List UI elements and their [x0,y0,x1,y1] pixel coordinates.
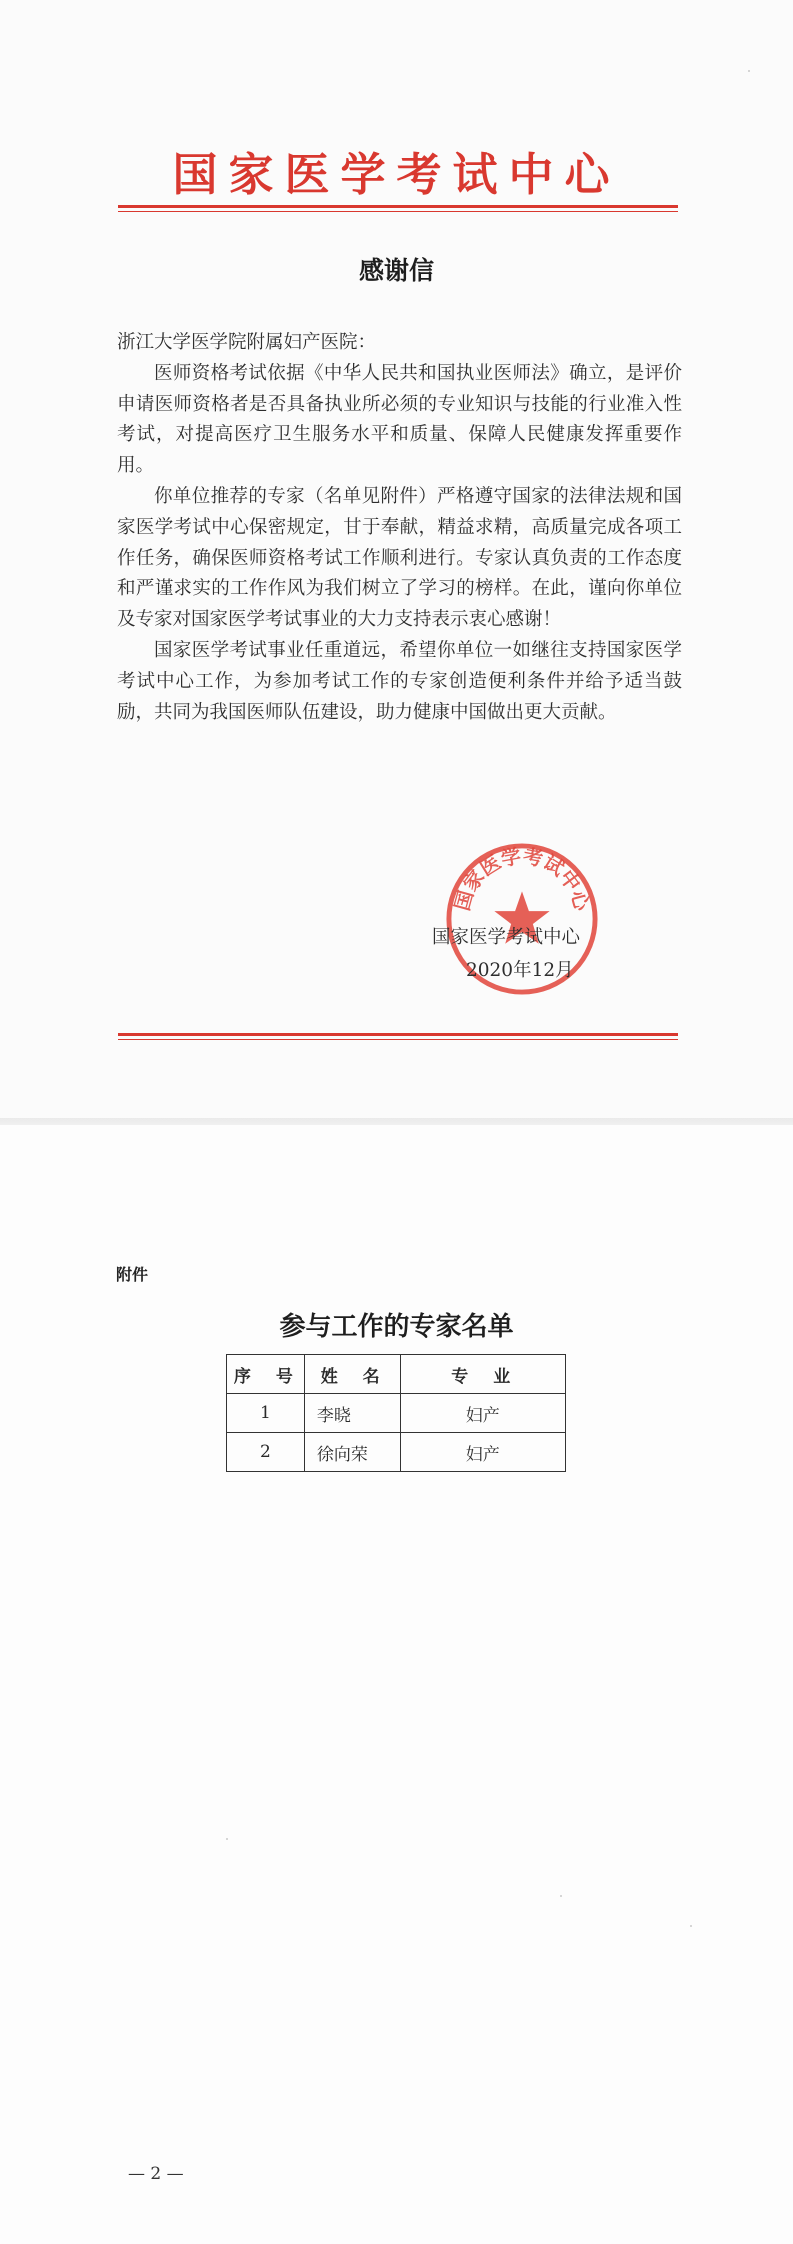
header-specialty: 专 业 [400,1355,565,1394]
cell-name: 徐向荣 [304,1433,400,1472]
letter-title: 感谢信 [358,256,434,285]
letterhead-title: 国家医学考试中心 [172,148,621,201]
signature-org: 国家医学考试中心 [432,927,581,948]
paragraph-3: 国家医学考试事业任重道远，希望你单位一如继往支持国家医学考试中心工作，为参加考试工作的专家创造便利条件并给予适当鼓励，共同为我国医师队伍建设，助力健康中国做出更大贡献。 [117,639,682,723]
header-name: 姓 名 [304,1355,400,1394]
page-number: — 2 — [128,2164,184,2184]
expert-list-title: 参与工作的专家名单 [279,1312,514,1342]
scan-speck [690,1925,692,1927]
scan-speck [748,70,750,72]
letter-body [117,328,682,728]
header-rule-thick [118,205,678,208]
footer-rule-thin [118,1039,678,1040]
header-rule-thin [118,211,678,212]
attachment-page [0,1125,793,2244]
cell-seq: 2 [227,1433,305,1472]
cell-specialty: 妇产 [400,1394,565,1433]
table-row [227,1394,566,1433]
paragraph-2: 你单位推荐的专家（名单见附件）严格遵守国家的法律法规和国家医学考试中心保密规定，甘于奉献，精益求精，高质量完成各项工作任务，确保医师资格考试工作顺利进行。专家认真负责的工作态度和严谨求实的工作作风为我们树立了学习的榜样。在此，谨向你单位及专家对国家医学考试事业的大力支持表示衷心感谢！ [117,485,682,631]
cell-name: 李晓 [304,1394,400,1433]
seal-text: 国家医学考试中心 [450,844,594,914]
scan-speck [226,1838,228,1840]
expert-table [226,1354,566,1472]
table-row [227,1433,566,1472]
salutation: 浙江大学医学院附属妇产医院： [117,332,377,353]
cell-specialty: 妇产 [400,1433,565,1472]
paragraph-1: 医师资格考试依据《中华人民共和国执业医师法》确立，是评价申请医师资格者是否具备执业所必须的专业知识与技能的行业准入性考试，对提高医疗卫生服务水平和质量、保障人民健康发挥重要作用。 [117,362,682,477]
cell-seq: 1 [227,1394,305,1433]
signature-date: 2020年12月 [466,960,574,981]
attachment-label: 附件 [116,1265,149,1284]
scan-speck [560,1895,562,1897]
header-seq: 序 号 [227,1355,305,1394]
footer-rule-thick [118,1033,678,1036]
table-header-row [227,1355,566,1394]
